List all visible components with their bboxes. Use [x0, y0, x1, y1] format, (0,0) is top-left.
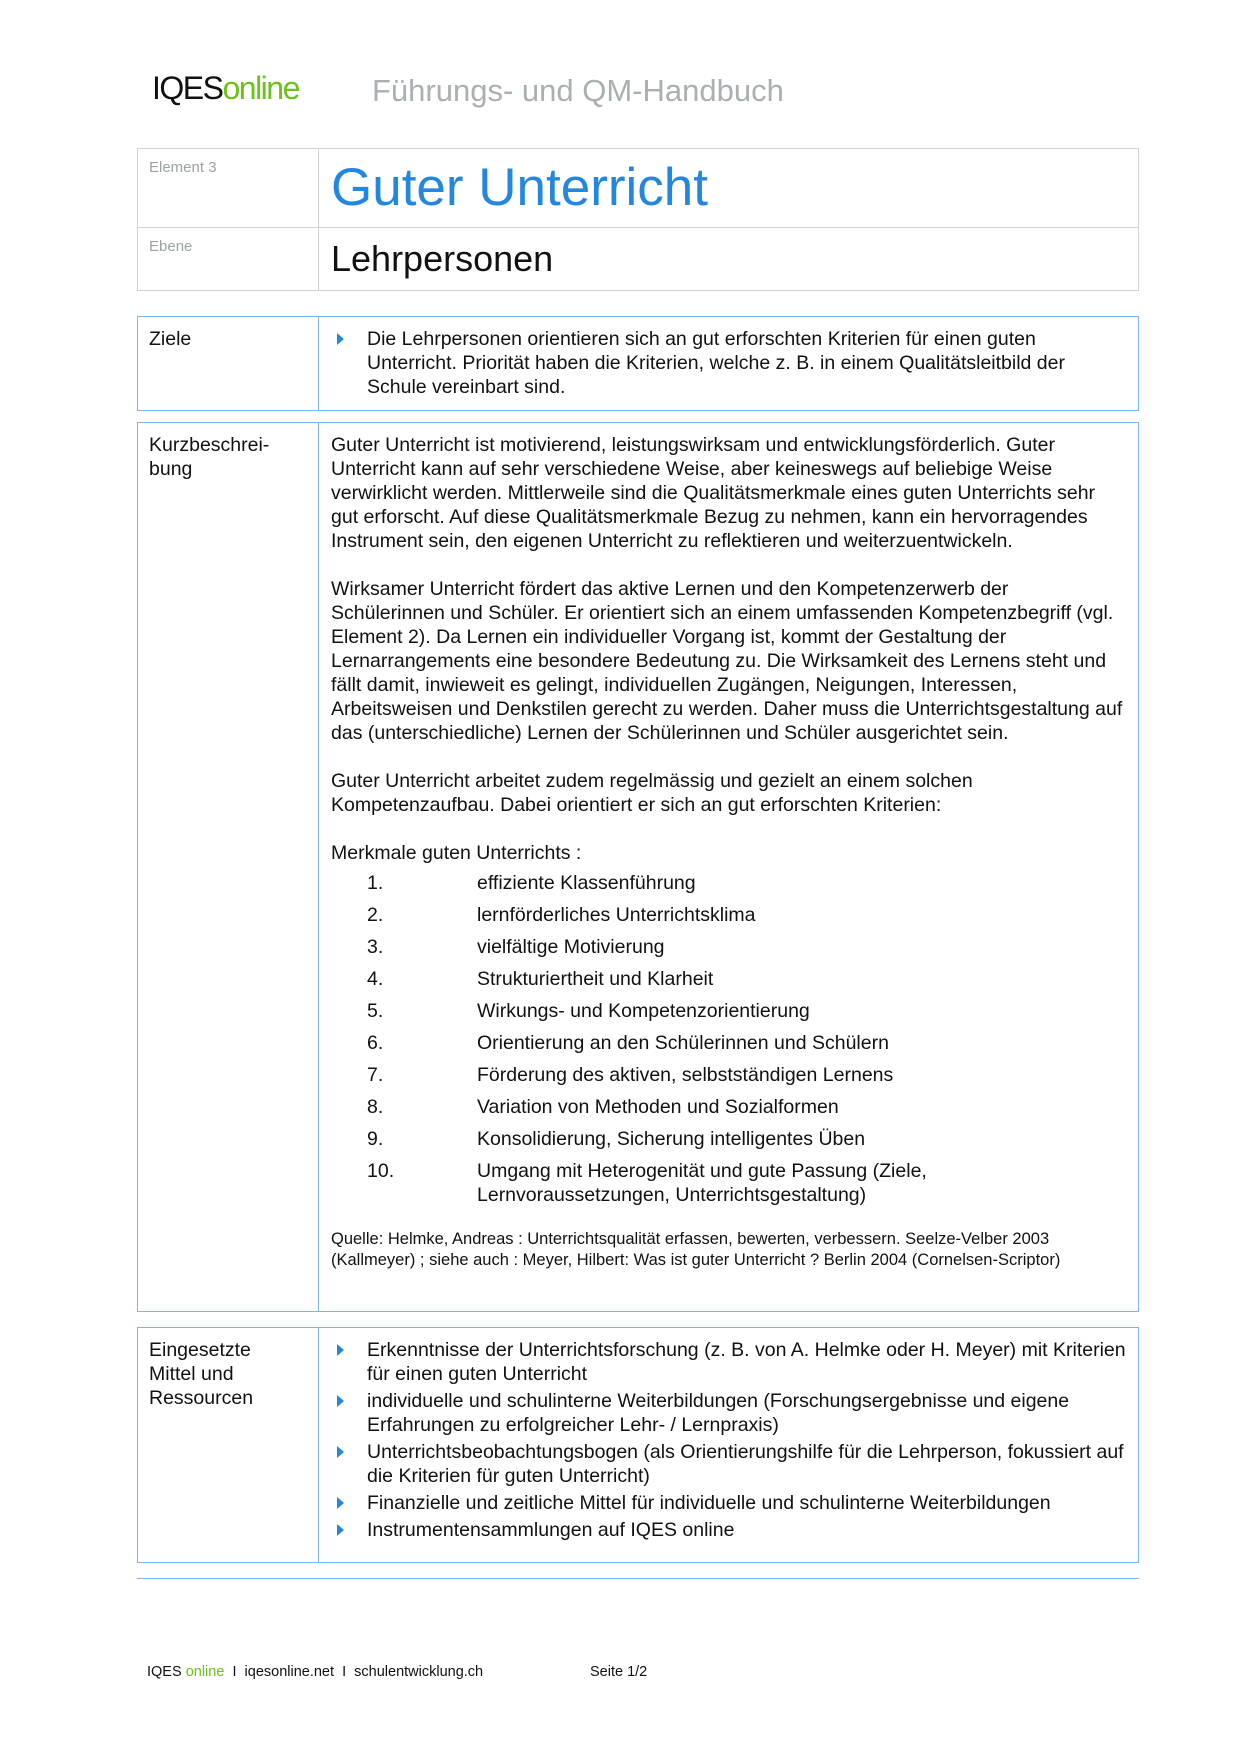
- mittel-list: [331, 1338, 1126, 1542]
- merkmale-list: [331, 871, 1126, 1207]
- section-mittel: [137, 1327, 1139, 1563]
- list-item: 9. Konsolidierung, Sicherung intelligentes Üben: [367, 1128, 866, 1150]
- footer-brand-online: online: [185, 1664, 225, 1680]
- list-item: 5. Wirkungs- und Kompetenzorientierung: [367, 1000, 810, 1022]
- section-kurzbeschreibung: [137, 422, 1139, 1312]
- list-item: individuelle und schulinterne Weiterbildungen (Forschungsergebnisse und eigene Erfahrungen zu erfolgreicher Lehr- / Lernpraxis): [331, 1389, 1126, 1437]
- bullet-arrow-icon: [337, 1524, 344, 1536]
- list-item: Instrumentensammlungen auf IQES online: [331, 1518, 1126, 1542]
- paragraph: Wirksamer Unterricht fördert das aktive Lernen und den Kompetenzerwerb der Schülerinnen und Schüler. Er orientiert sich an einem umfassenden Kompetenzbegriff (vgl. Element 2). Da Lernen ein individueller Vorgang ist, kommt der Gestaltung der Lernarrangements eine besondere Bedeutung zu. Die Wirksamkeit des Lernens steht und fällt damit, inwieweit es gelingt, individuellen Zugängen, Neigungen, Interessen, Arbeitsweisen und Denkstilen gerecht zu werden. Daher muss die Unterrichtsgestaltung auf das (unterschiedliche) Lernen der Schülerinnen und Schüler ausgerichtet sein.: [331, 578, 1123, 744]
- list-item: 10. Umgang mit Heterogenität und gute Passung (Ziele, Lernvoraussetzungen, Unterrichtsgestaltung): [367, 1160, 927, 1206]
- brand-logo: [152, 72, 299, 104]
- bullet-arrow-icon: [337, 333, 344, 345]
- bullet-arrow-icon: [337, 1446, 344, 1458]
- list-item: 6. Orientierung an den Schülerinnen und Schülern: [367, 1032, 889, 1054]
- section-ziele: [137, 316, 1139, 411]
- footer: [147, 1664, 483, 1680]
- section-label: Eingesetzte Mittel und Ressourcen: [138, 1328, 319, 1563]
- source-citation: Quelle: Helmke, Andreas : Unterrichtsqualität erfassen, bewerten, verbessern. Seelze-Velber 2003 (Kallmeyer) ; siehe auch : Meyer, Hilbert: Was ist guter Unterricht ? Berlin 2004 (Cornelsen-Scriptor): [331, 1230, 1061, 1269]
- page-number: Seite 1/2: [590, 1664, 648, 1680]
- section-label: Ziele: [138, 317, 319, 411]
- bullet-arrow-icon: [337, 1497, 344, 1509]
- title-block: [137, 148, 1139, 291]
- footer-links: I iqesonline.net I schulentwicklung.ch: [224, 1664, 484, 1680]
- list-item: 4. Strukturiertheit und Klarheit: [367, 968, 714, 990]
- list-item: Finanzielle und zeitliche Mittel für individuelle und schulinterne Weiterbildungen: [331, 1491, 1126, 1515]
- ziele-list: [331, 327, 1126, 399]
- list-item: 3. vielfältige Motivierung: [367, 936, 665, 958]
- paragraph: Guter Unterricht ist motivierend, leistungswirksam und entwicklungsförderlich. Guter Unterricht kann auf sehr verschiedene Weise, aber keineswegs auf beliebige Weise verwirklicht werden. Mittlerweile sind die Qualitätsmerkmale eines guten Unterrichts sehr gut erforscht. Auf diese Qualitätsmerkmale Bezug zu nehmen, kann ein hervorragendes Instrument sein, den eigenen Unterricht zu reflektieren und weiterzuentwickeln.: [331, 434, 1096, 552]
- list-item: Die Lehrpersonen orientieren sich an gut erforschten Kriterien für einen guten Unterricht. Priorität haben die Kriterien, welche z. B. in einem Qualitätsleitbild der Schule vereinbart sind.: [331, 327, 1126, 399]
- bullet-arrow-icon: [337, 1395, 344, 1407]
- paragraph: Guter Unterricht arbeitet zudem regelmässig und gezielt an einem solchen Kompetenzaufbau. Dabei orientiert er sich an gut erforschten Kriterien:: [331, 770, 973, 816]
- section-label: Kurzbeschrei- bung: [138, 423, 319, 1312]
- divider: [137, 1578, 1139, 1579]
- footer-brand-iqes: IQES: [147, 1664, 182, 1680]
- list-item: Erkenntnisse der Unterrichtsforschung (z. B. von A. Helmke oder H. Meyer) mit Kriterien für einen guten Unterricht: [331, 1338, 1126, 1386]
- list-item: Unterrichtsbeobachtungsbogen (als Orientierungshilfe für die Lehrperson, fokussiert auf die Kriterien für guten Unterricht): [331, 1440, 1126, 1488]
- brand-iqes: IQES: [152, 70, 223, 106]
- bullet-arrow-icon: [337, 1344, 344, 1356]
- level-value: Lehrpersonen: [331, 238, 554, 279]
- list-item: 1. effiziente Klassenführung: [367, 872, 696, 894]
- element-label: Element 3: [138, 149, 319, 228]
- list-item: 2. lernförderliches Unterrichtsklima: [367, 904, 756, 926]
- merkmale-heading: Merkmale guten Unterrichts :: [331, 842, 582, 864]
- list-item: 8. Variation von Methoden und Sozialformen: [367, 1096, 839, 1118]
- level-label: Ebene: [138, 228, 319, 291]
- brand-online: online: [222, 70, 299, 106]
- page-title: Guter Unterricht: [331, 158, 709, 217]
- list-item: 7. Förderung des aktiven, selbstständigen Lernens: [367, 1064, 894, 1086]
- handbook-title: Führungs- und QM-Handbuch: [372, 73, 784, 108]
